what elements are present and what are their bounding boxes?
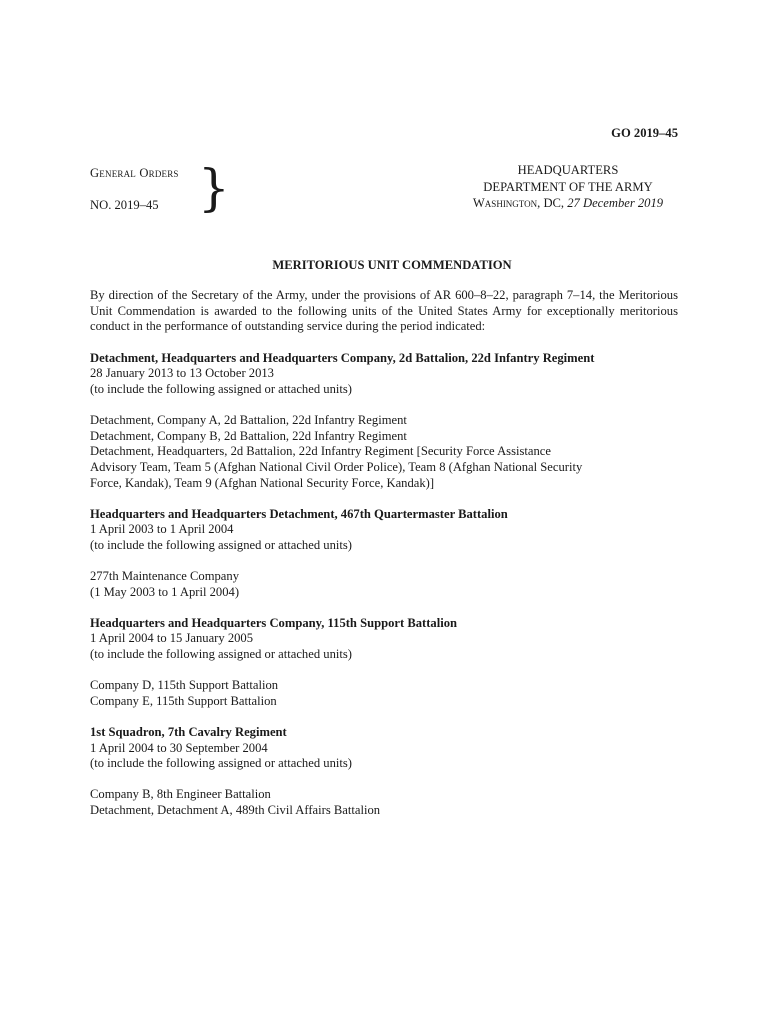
order-date: 27 December 2019 [567, 196, 664, 210]
attached-unit: Detachment, Company A, 2d Battalion, 22d Infantry Regiment [90, 413, 407, 428]
attached-unit: Company D, 115th Support Battalion [90, 678, 279, 693]
document-title: MERITORIOUS UNIT COMMENDATION [272, 258, 512, 272]
unit-include-note: (to include the following assigned or attached units) [90, 756, 352, 771]
unit-period: 28 January 2013 to 13 October 2013 [90, 366, 274, 381]
attached-unit: (1 May 2003 to 1 April 2004) [90, 584, 240, 599]
unit-include-note: (to include the following assigned or attached units) [90, 647, 352, 662]
attached-unit: Detachment, Company B, 2d Battalion, 22d Infantry Regiment [90, 428, 407, 443]
unit-period: 1 April 2003 to 1 April 2004 [90, 522, 234, 537]
unit-heading: Headquarters and Headquarters Detachment, 467th Quartermaster Battalion [90, 506, 508, 521]
unit-include-note: (to include the following assigned or attached units) [90, 537, 352, 552]
general-orders-label: General Orders [90, 166, 179, 180]
hq-location-date [430, 196, 706, 213]
document-body [90, 288, 678, 819]
order-number: NO. 2019–45 [90, 198, 159, 212]
unit-section [90, 725, 678, 819]
unit-heading: Detachment, Headquarters and Headquarters Company, 2d Battalion, 22d Infantry Regiment [90, 350, 595, 365]
unit-section [90, 507, 678, 616]
brace-symbol: } [198, 159, 230, 217]
unit-heading: 1st Squadron, 7th Cavalry Regiment [90, 725, 287, 740]
headquarters-block [430, 163, 706, 213]
hq-line-1: HEADQUARTERS [517, 163, 619, 177]
unit-include-note: (to include the following assigned or attached units) [90, 381, 352, 396]
attached-unit: Advisory Team, Team 5 (Afghan National Civil Order Police), Team 8 (Afghan National Security [90, 459, 583, 474]
unit-period: 1 April 2004 to 15 January 2005 [90, 631, 254, 646]
attached-unit: Detachment, Headquarters, 2d Battalion, 22d Infantry Regiment [Security Force Assistance [90, 444, 551, 459]
hq-location: Washington, DC, [472, 196, 565, 210]
intro-paragraph: By direction of the Secretary of the Army, under the provisions of AR 600–8–22, paragraph 7–14, the Meritorious Unit Commendation is awarded to the following units of the United States Army for exceptionally meritorious conduct in the performance of outstanding service during the period indicated: [90, 288, 678, 334]
attached-unit: Company B, 8th Engineer Battalion [90, 787, 271, 802]
unit-section [90, 616, 678, 725]
attached-unit: Company E, 115th Support Battalion [90, 693, 277, 708]
hq-line-2: DEPARTMENT OF THE ARMY [483, 179, 653, 194]
attached-unit: Force, Kandak), Team 9 (Afghan National Security Force, Kandak)] [90, 475, 435, 490]
go-number-header: GO 2019–45 [611, 126, 678, 140]
unit-heading: Headquarters and Headquarters Company, 115th Support Battalion [90, 615, 458, 630]
unit-period: 1 April 2004 to 30 September 2004 [90, 740, 268, 755]
attached-unit: Detachment, Detachment A, 489th Civil Affairs Battalion [90, 803, 381, 817]
unit-section [90, 351, 678, 507]
attached-unit: 277th Maintenance Company [90, 569, 239, 584]
